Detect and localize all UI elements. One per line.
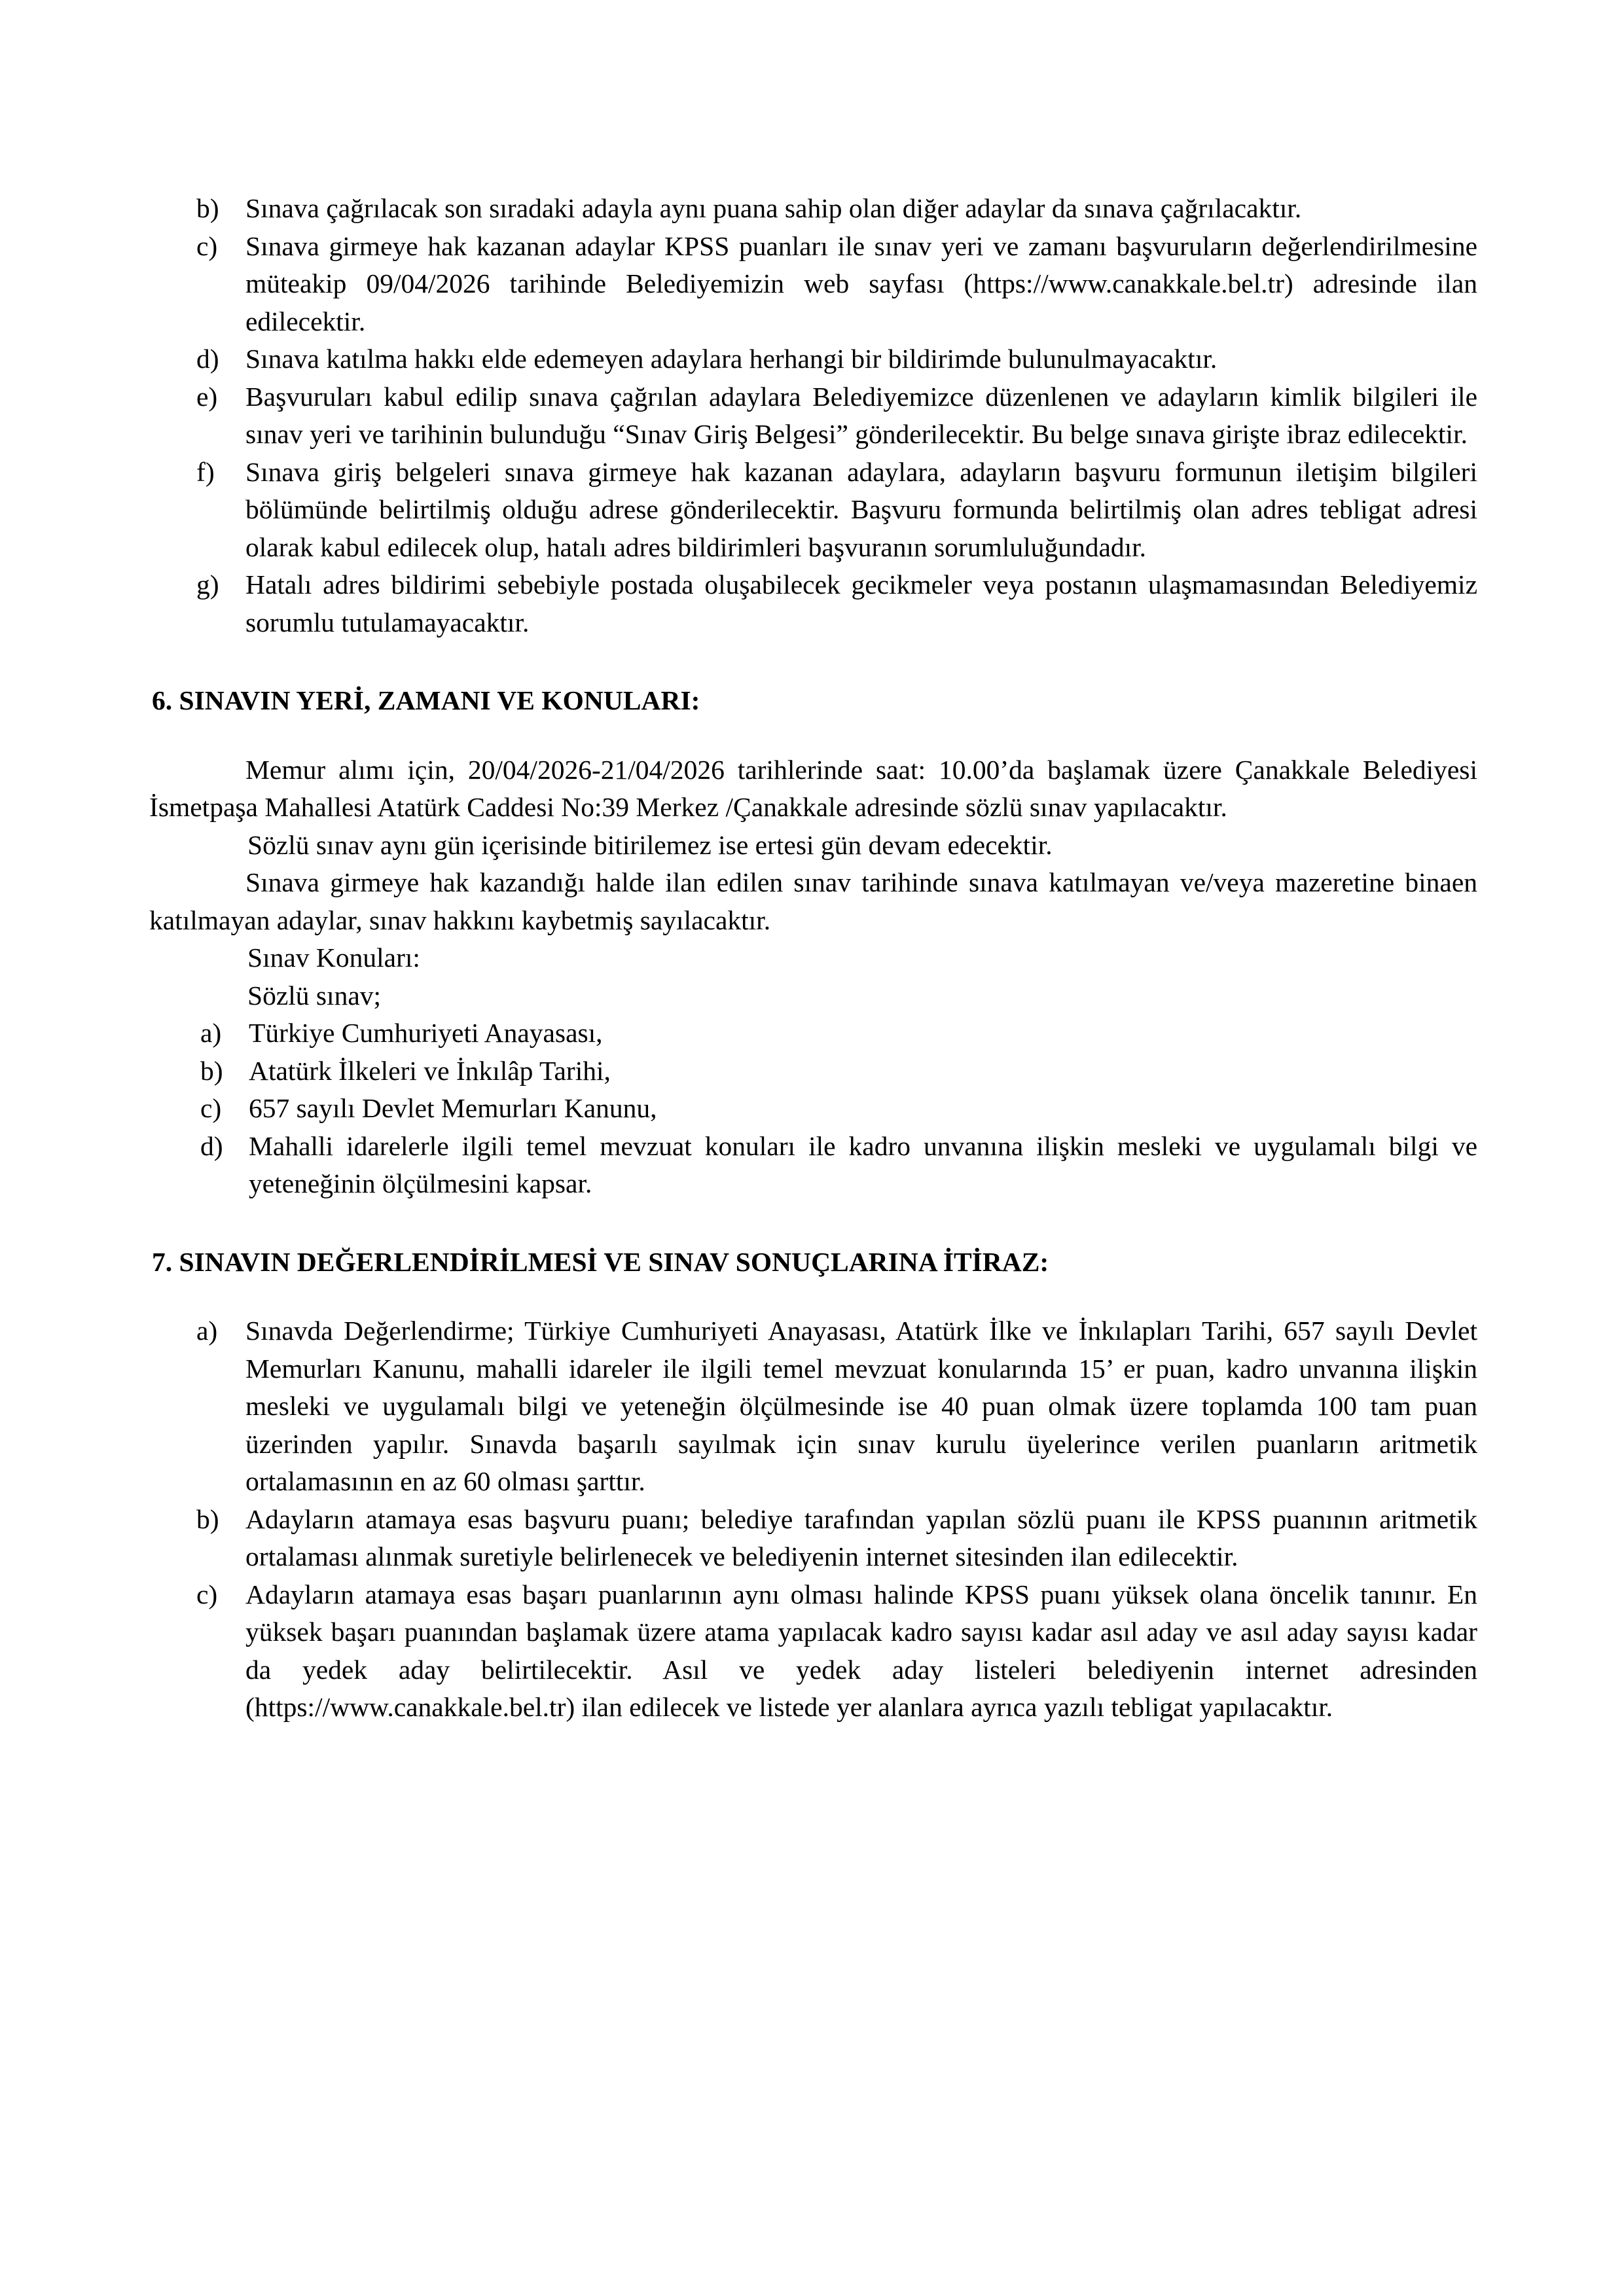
list-marker: b) [196, 1503, 219, 1534]
list-item-text: Sınava girmeye hak kazanan adaylar KPSS puanları ile sınav yeri ve zamanı başvuruların değerlendirilmesine müteakip 09/04/2026 tarihinde Belediyemizin web sayfası (https://www.canakkale.bel.tr) adresinde ilan edilecektir. [245, 230, 1477, 336]
section-heading-6: 6. SINAVIN YERİ, ZAMANI VE KONULARI: [152, 685, 700, 715]
list-item [149, 1576, 1477, 1727]
list-marker: f) [196, 456, 215, 487]
section6-paragraph-2: Sözlü sınav aynı gün içerisinde bitirilemez ise ertesi gün devam edecektir. [247, 829, 1053, 860]
list-item [149, 1090, 1477, 1128]
list-item-text: Türkiye Cumhuriyeti Anayasası, [249, 1018, 603, 1048]
continued-list [149, 190, 1477, 641]
list-item [149, 1014, 1477, 1052]
spacer [149, 641, 1477, 682]
list-marker: a) [196, 1316, 218, 1346]
list-item [149, 1128, 1477, 1203]
list-marker: d) [200, 1130, 223, 1161]
exam-subjects-list [149, 1014, 1477, 1203]
list-item [149, 566, 1477, 641]
list-marker: c) [200, 1093, 222, 1123]
list-marker: a) [200, 1018, 222, 1048]
list-item-text: Adayların atamaya esas başarı puanlarının aynı olması halinde KPSS puanı yüksek olana öncelik tanınır. En yüksek başarı puanından başlamak üzere atama yapılacak kadro sayısı kadar asıl aday ve asıl aday sayısı kadar da yedek aday belirtilecektir. Asıl ve yedek aday listeleri belediyenin internet adresinden (https://www.canakkale.bel.tr) ilan edilecek ve listede yer alanlara ayrıca yazılı tebligat yapılacaktır. [245, 1579, 1477, 1722]
list-marker: c) [196, 230, 218, 261]
list-marker: g) [196, 569, 219, 600]
list-item [149, 1501, 1477, 1576]
list-marker: b) [196, 193, 219, 223]
list-item-text: Adayların atamaya esas başvuru puanı; belediye tarafından yapılan sözlü puanı ile KPSS puanının aritmetik ortalaması alınmak suretiyle belirlenecek ve belediyenin internet sitesinden ilan edilecektir. [245, 1503, 1477, 1571]
list-item-text: Sınava katılma hakkı elde edemeyen adaylara herhangi bir bildirimde bulunulmayacaktır. [245, 344, 1218, 374]
exam-subjects-label: Sınav Konuları: [247, 942, 420, 973]
list-item [149, 340, 1477, 378]
list-item-text: Sınava giriş belgeleri sınava girmeye hak kazanan adaylara, adayların başvuru formunun iletişim bilgileri bölümünde belirtilmiş olduğu adrese gönderilecektir. Başvuru formunda belirtilmiş olan adres tebligat adresi olarak kabul edilecek olup, hatalı adres bildirimleri başvuranın sorumluluğundadır. [245, 456, 1477, 562]
list-item-text: Atatürk İlkeleri ve İnkılâp Tarihi, [249, 1055, 611, 1086]
list-marker: b) [200, 1055, 223, 1086]
list-marker: e) [196, 381, 218, 412]
list-marker: c) [196, 1579, 218, 1609]
list-item [149, 190, 1477, 228]
list-item [149, 454, 1477, 567]
list-item-text: Hatalı adres bildirimi sebebiyle postada oluşabilecek gecikmeler veya postanın ulaşmamasından Belediyemiz sorumlu tutulamayacaktır. [245, 569, 1477, 637]
spacer [149, 1281, 1477, 1312]
list-item [149, 1052, 1477, 1090]
spacer [149, 1203, 1477, 1244]
list-item-text: Sınava çağrılacak son sıradaki adayla aynı puana sahip olan diğer adaylar da sınava çağrılacaktır. [245, 193, 1302, 223]
list-item [149, 378, 1477, 454]
section7-list [149, 1312, 1477, 1727]
list-item-text: Mahalli idarelerle ilgili temel mevzuat konuları ile kadro unvanına ilişkin mesleki ve uygulamalı bilgi ve yeteneğinin ölçülmesini kapsar. [249, 1130, 1477, 1198]
section6-paragraph-3: Sınava girmeye hak kazandığı halde ilan edilen sınav tarihinde sınava katılmayan ve/veya mazeretine binaen katılmayan adaylar, sınav hakkını kaybetmiş sayılacaktır. [149, 867, 1477, 935]
list-item-text: Başvuruları kabul edilip sınava çağrılan adaylara Belediyemizce düzenlenen ve adayların kimlik bilgileri ile sınav yeri ve tarihinin bulunduğu “Sınav Giriş Belgesi” gönderilecektir. Bu belge sınava girişte ibraz edilecektir. [245, 381, 1477, 449]
spacer [149, 720, 1477, 751]
section6-paragraph-1: Memur alımı için, 20/04/2026-21/04/2026 tarihlerinde saat: 10.00’da başlamak üzere Çanakkale Belediyesi İsmetpaşa Mahallesi Atatürk Caddesi No:39 Merkez /Çanakkale adresinde sözlü sınav yapılacaktır. [149, 754, 1477, 822]
list-item [149, 1312, 1477, 1501]
list-item-text: Sınavda Değerlendirme; Türkiye Cumhuriyeti Anayasası, Atatürk İlke ve İnkılapları Tarihi, 657 sayılı Devlet Memurları Kanunu, mahalli idareler ile ilgili temel mevzuat konularında 15’ er puan, kadro unvanına ilişkin mesleki ve uygulamalı bilgi ve yeteneğin ölçülmesinde ise 40 puan olmak üzere toplamda 100 tam puan üzerinden yapılır. Sınavda başarılı sayılmak için sınav kurulu üyelerince verilen puanların aritmetik ortalamasının en az 60 olması şarttır. [245, 1316, 1477, 1496]
list-marker: d) [196, 344, 219, 374]
section-heading-7: 7. SINAVIN DEĞERLENDİRİLMESİ VE SINAV SONUÇLARINA İTİRAZ: [152, 1246, 1049, 1277]
exam-type-label: Sözlü sınav; [247, 980, 382, 1011]
page-content [149, 190, 1477, 1727]
list-item [149, 228, 1477, 341]
list-item-text: 657 sayılı Devlet Memurları Kanunu, [249, 1093, 657, 1123]
